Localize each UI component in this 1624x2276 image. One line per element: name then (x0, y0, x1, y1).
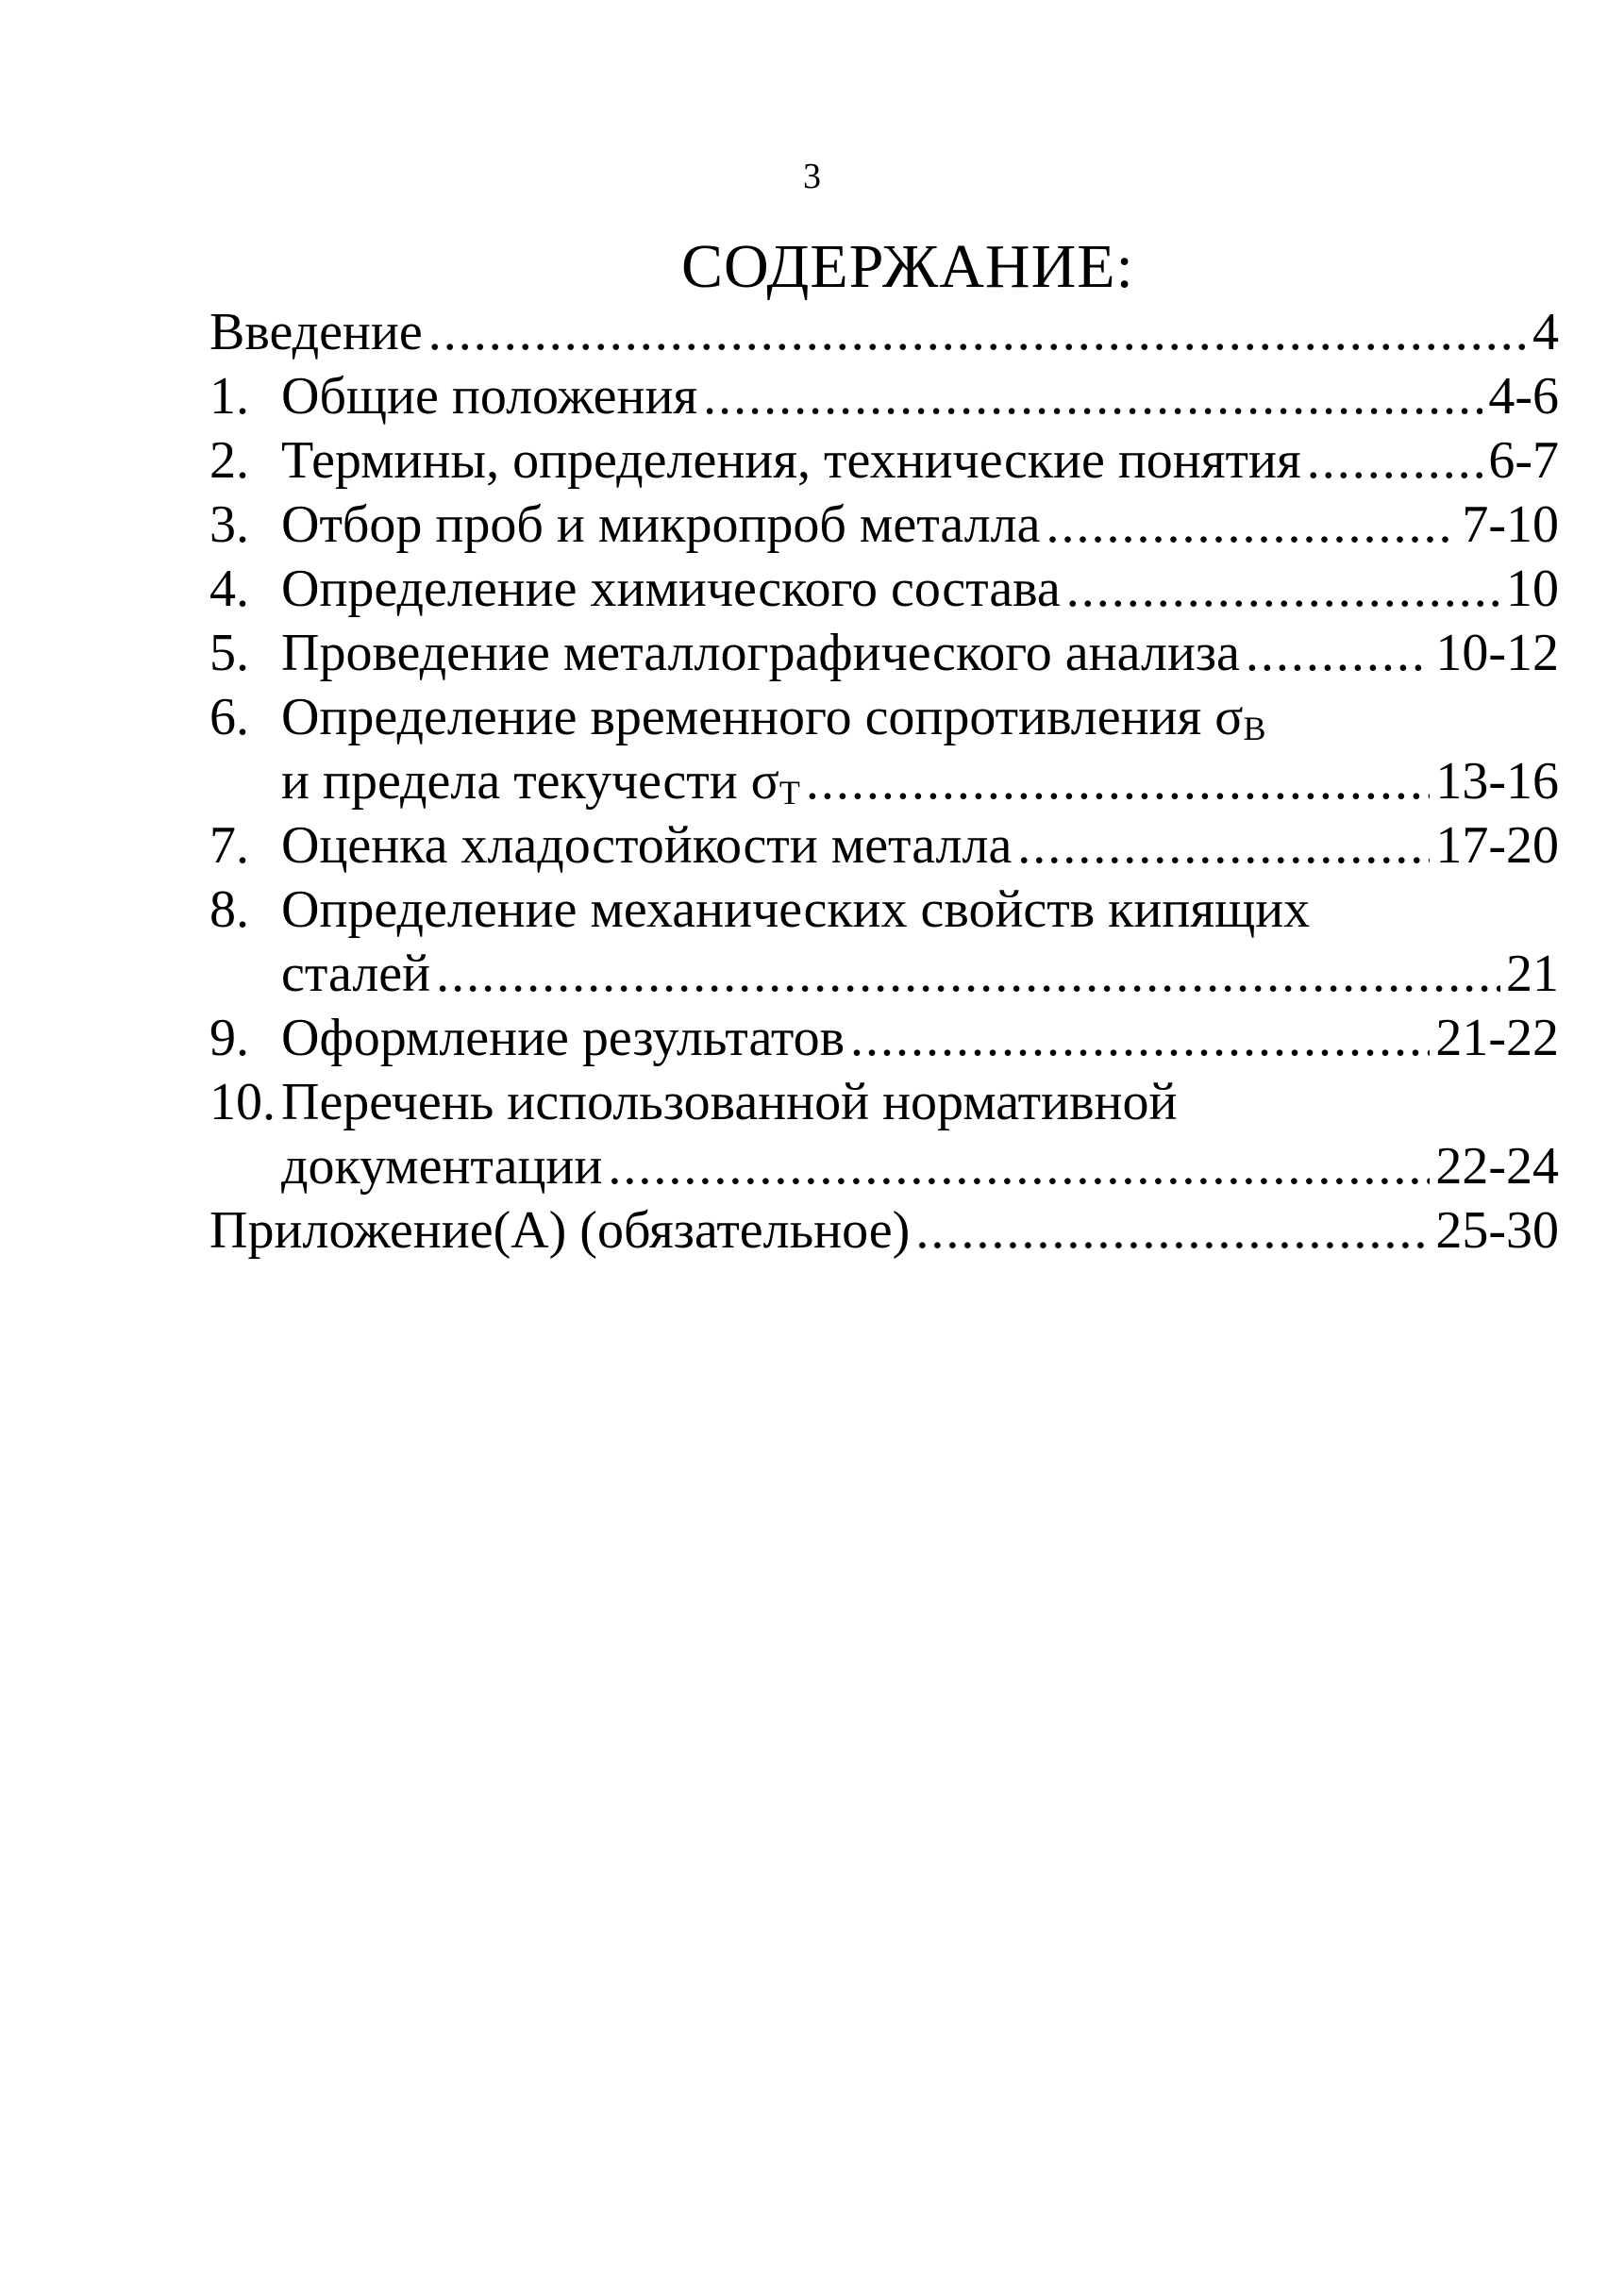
subscript: В (1243, 710, 1266, 747)
toc-entry-label: и предела текучести $\sigma_Т$ (281, 752, 800, 812)
toc-entry-label: Определение временного сопротивления $\sigma_В$ (281, 688, 1266, 747)
toc-entry-7[interactable] (209, 813, 1559, 878)
toc-entry-appendix[interactable] (209, 1198, 1559, 1263)
toc-entry-label: Перечень использованной нормативной (281, 1073, 1178, 1131)
toc-entry-label: Приложение(А) (обязательное) (209, 1201, 911, 1260)
toc-title: СОДЕРЖАНИЕ: (681, 232, 1134, 301)
table-of-contents (209, 300, 1559, 1263)
dot-leader (806, 749, 1431, 813)
toc-entry-1[interactable] (209, 364, 1559, 428)
toc-entry-number: 8. (209, 880, 249, 939)
toc-entry-pages: 21-22 (1435, 1009, 1559, 1067)
toc-entry-9[interactable] (209, 1006, 1559, 1070)
toc-entry-label: Определение химического состава (281, 560, 1061, 618)
toc-entry-pages: 22-24 (1435, 1137, 1559, 1196)
toc-entry-3[interactable] (209, 493, 1559, 557)
dot-leader (915, 1198, 1430, 1263)
toc-entry-introduction[interactable] (209, 300, 1559, 364)
toc-entry-pages: 6-7 (1488, 431, 1559, 490)
toc-entry-2[interactable] (209, 428, 1559, 493)
toc-entry-pages: 4 (1532, 303, 1559, 361)
dot-leader (436, 942, 1500, 1006)
toc-entry-number: 4. (209, 560, 249, 618)
toc-entry-6-line-2[interactable] (209, 749, 1559, 813)
toc-entry-10-line-2[interactable] (209, 1134, 1559, 1198)
toc-entry-number: 2. (209, 431, 249, 490)
dot-leader (428, 300, 1527, 364)
toc-entry-label: Оформление результатов (281, 1009, 845, 1067)
toc-entry-label: Введение (209, 303, 423, 361)
toc-entry-pages: 25-30 (1435, 1201, 1559, 1260)
dot-leader (1307, 428, 1483, 493)
toc-entry-number: 1. (209, 367, 249, 426)
toc-entry-pages: 4-6 (1488, 367, 1559, 426)
toc-entry-10-line-1[interactable] (209, 1070, 1559, 1134)
toc-entry-label: Определение механических свойств кипящих (281, 880, 1311, 939)
toc-entry-pages: 10-12 (1435, 624, 1559, 682)
page-number: 3 (803, 157, 821, 196)
toc-entry-label: документации (281, 1137, 603, 1196)
dot-leader (1066, 557, 1500, 621)
dot-leader (1046, 493, 1456, 557)
toc-entry-label: Отбор проб и микропроб металла (281, 495, 1041, 554)
toc-entry-8-line-2[interactable] (209, 942, 1559, 1006)
toc-entry-pages: 21 (1506, 945, 1559, 1003)
toc-entry-8-line-1[interactable] (209, 878, 1559, 942)
toc-entry-number: 7. (209, 816, 249, 875)
dot-leader (703, 364, 1482, 428)
toc-entry-number: 6. (209, 688, 249, 746)
toc-entry-number: 10. (209, 1073, 276, 1131)
dot-leader (1017, 813, 1430, 878)
toc-entry-5[interactable] (209, 621, 1559, 685)
toc-entry-number: 9. (209, 1009, 249, 1067)
toc-entry-pages: 17-20 (1435, 816, 1559, 875)
dot-leader (608, 1134, 1430, 1198)
subscript: Т (779, 774, 800, 812)
toc-entry-pages: 7-10 (1462, 495, 1559, 554)
toc-entry-number: 3. (209, 495, 249, 554)
toc-entry-label: Проведение металлографического анализа (281, 624, 1240, 682)
toc-entry-label: Оценка хладостойкости металла (281, 816, 1013, 875)
dot-leader (850, 1006, 1430, 1070)
toc-entry-4[interactable] (209, 557, 1559, 621)
dot-leader (1246, 621, 1430, 685)
toc-entry-pages: 10 (1506, 560, 1559, 618)
toc-entry-label: Общие положения (281, 367, 698, 426)
toc-entry-label: сталей (281, 945, 431, 1003)
toc-entry-label: Термины, определения, технические понятия (281, 431, 1301, 490)
toc-entry-pages: 13-16 (1435, 752, 1559, 811)
toc-entry-6-line-1[interactable] (209, 685, 1559, 749)
toc-entry-number: 5. (209, 624, 249, 682)
